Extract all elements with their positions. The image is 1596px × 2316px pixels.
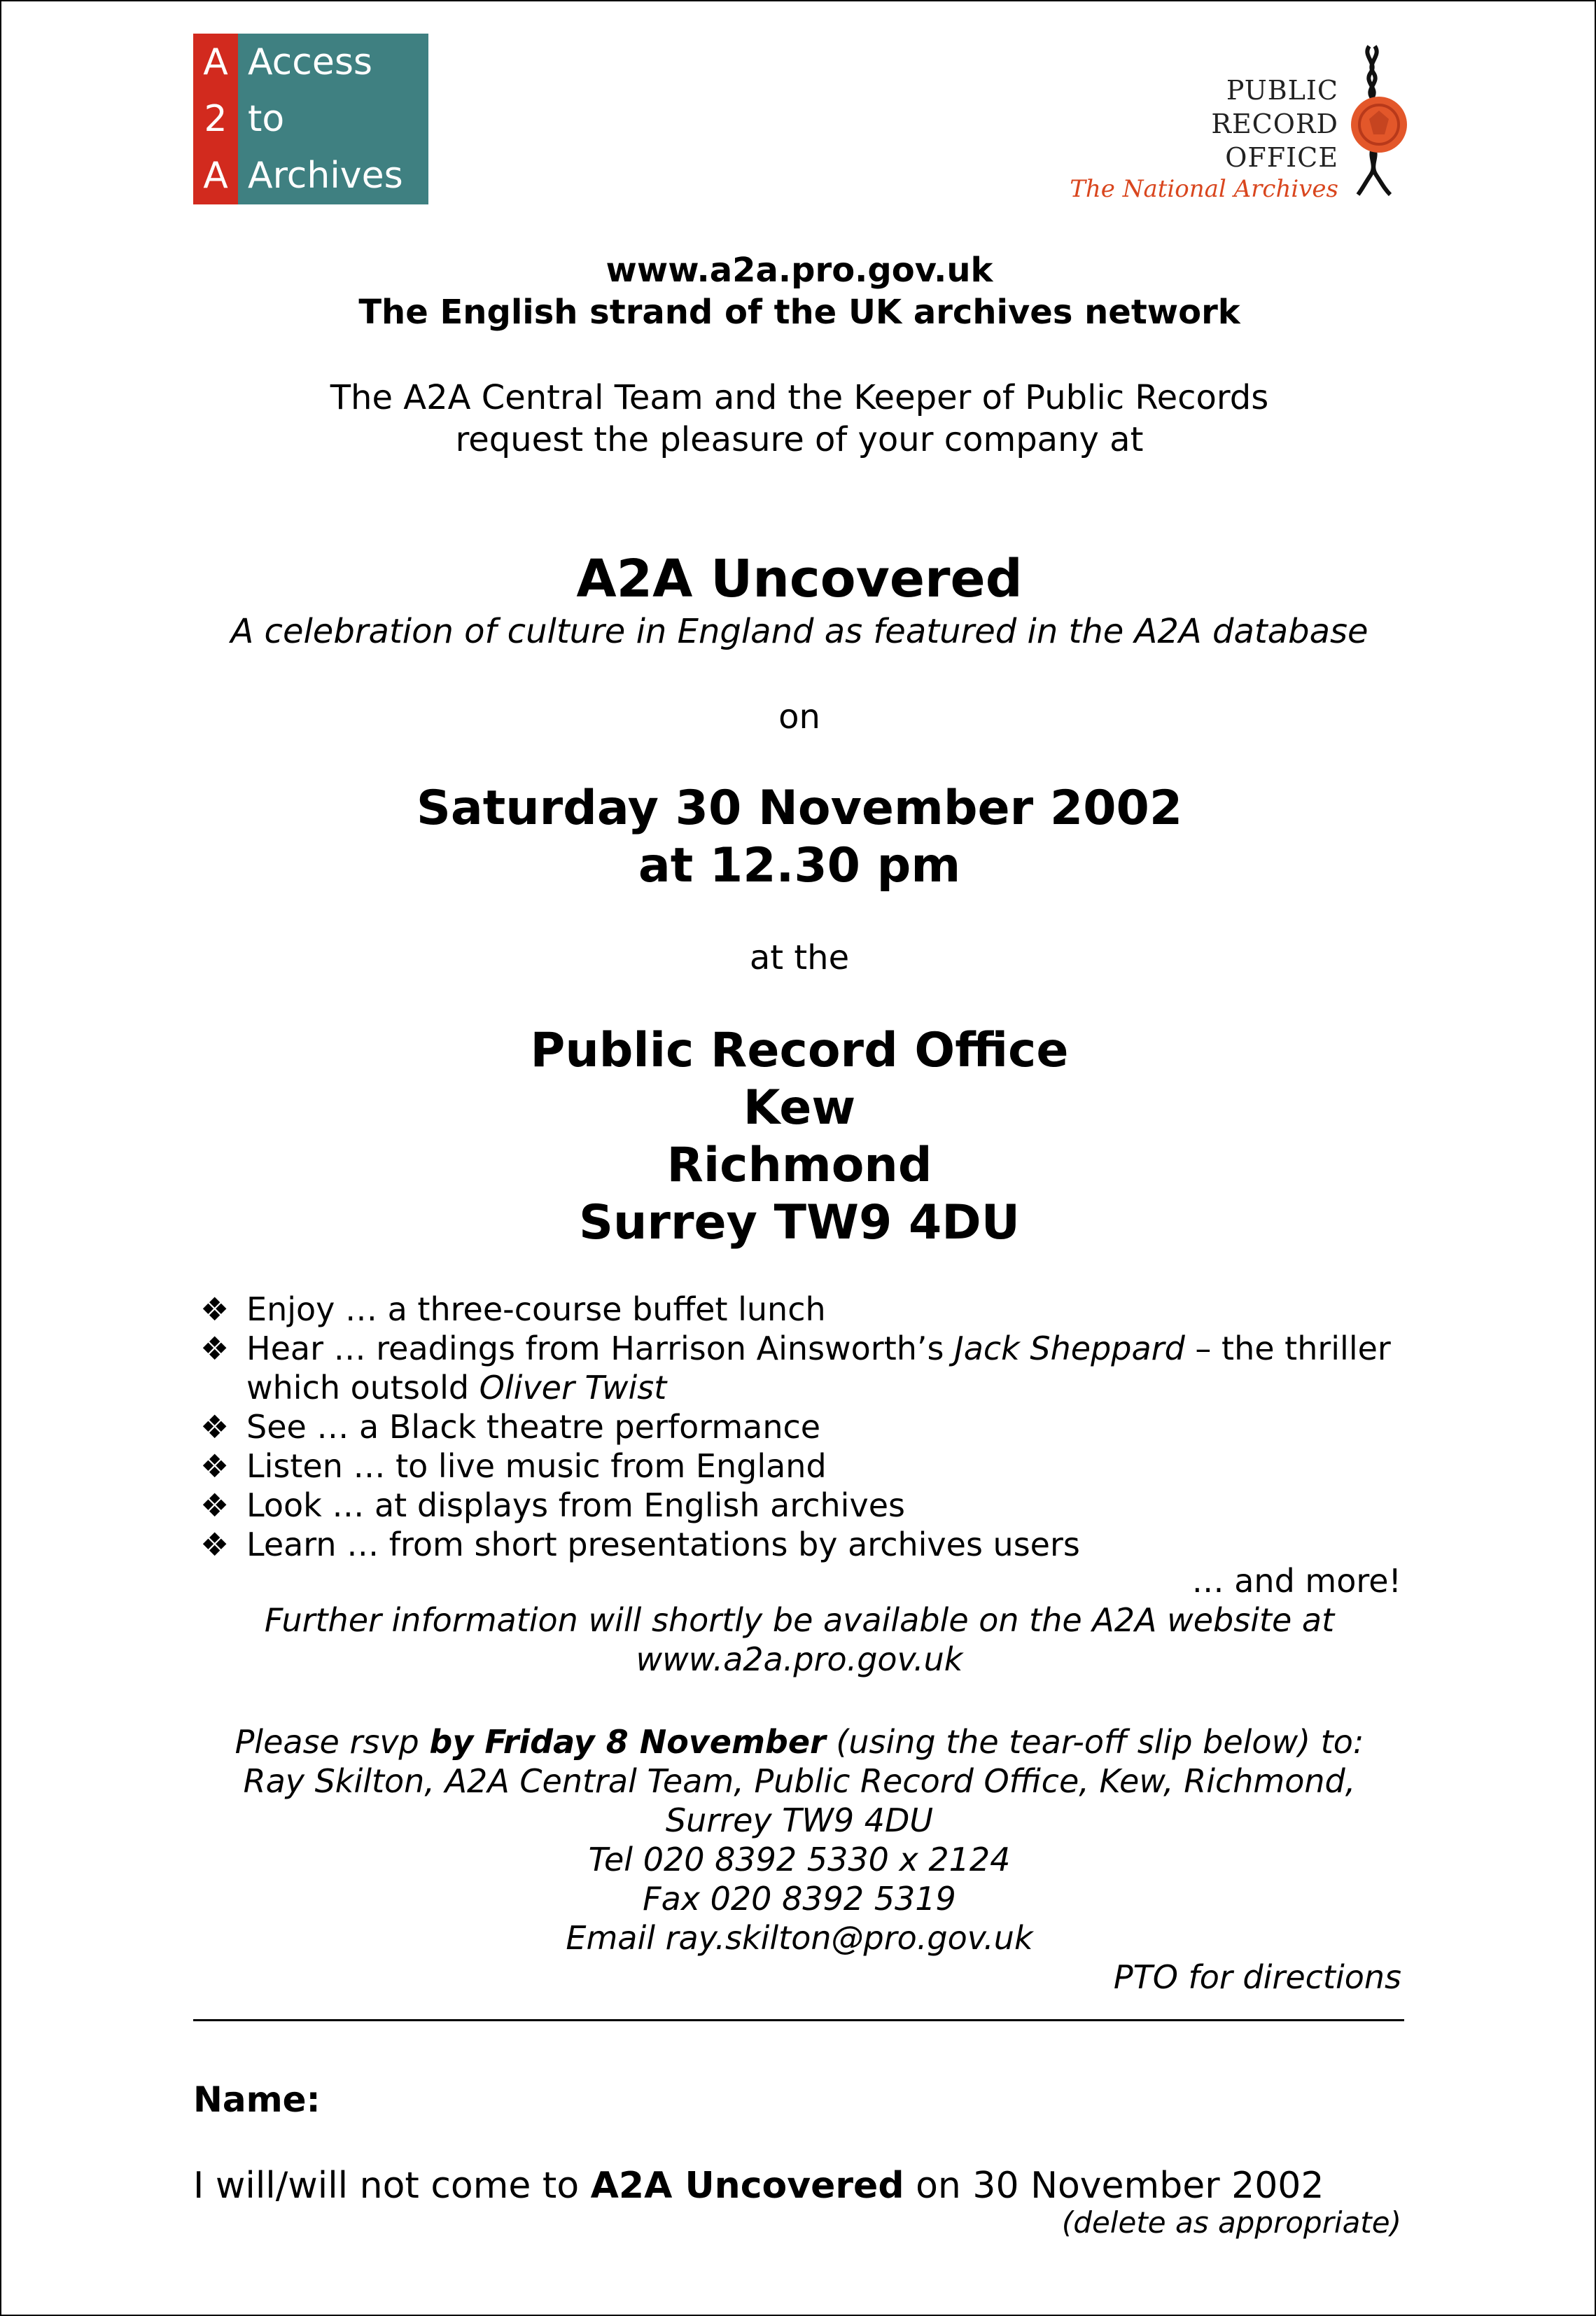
rsvp-address-line-2: Surrey TW9 4DU [665, 1801, 934, 1839]
delete-as-appropriate-note: (delete as appropriate) [1061, 2205, 1401, 2240]
tear-off-divider [193, 2019, 1404, 2021]
pro-logo-text [1211, 74, 1338, 174]
rsvp-deadline: by Friday 8 November [429, 1723, 826, 1761]
venue-line-1: Public Record Office [530, 1023, 1069, 1078]
rsvp-fax: Fax 020 8392 5319 [643, 1880, 956, 1918]
a2a-logo-letter: A [203, 155, 228, 197]
pro-logo-line: OFFICE [1225, 142, 1338, 173]
list-item-text: Listen … to live music from England [246, 1447, 827, 1485]
list-item-text: See … a Black theatre performance [246, 1408, 821, 1446]
a2a-logo-word: Access [248, 41, 373, 83]
venue-line-3: Richmond [666, 1138, 932, 1193]
list-item [193, 1290, 1404, 1329]
a2a-logo-word: Archives [248, 155, 403, 197]
intro-line-1: The A2A Central Team and the Keeper of Public Records [330, 378, 1269, 417]
a2a-logo-teal-column [238, 34, 428, 204]
and-more-text: … and more! [1191, 1562, 1401, 1600]
venue-line-4: Surrey TW9 4DU [579, 1195, 1020, 1250]
name-label: Name: [193, 2079, 321, 2120]
rsvp-email: Email ray.skilton@pro.gov.uk [566, 1919, 1033, 1957]
strapline-heading: The English strand of the UK archives network [358, 293, 1240, 332]
event-time: at 12.30 pm [638, 838, 961, 893]
a2a-logo-red-column [193, 34, 238, 204]
diamond-bullet-icon: ❖ [200, 1526, 230, 1563]
list-item [193, 1486, 1404, 1525]
pro-logo-line: RECORD [1211, 109, 1338, 139]
event-date: Saturday 30 November 2002 [416, 781, 1183, 836]
pto-directions-note: PTO for directions [1113, 1958, 1401, 1996]
book-title-oliver-twist: Oliver Twist [479, 1369, 667, 1407]
list-item-text: Enjoy … a three-course buffet lunch [246, 1290, 826, 1328]
at-the-label: at the [749, 938, 850, 977]
venue-line-2: Kew [743, 1080, 856, 1136]
further-info-line-1: Further information will shortly be available on the A2A website at [264, 1601, 1335, 1639]
event-title: A2A Uncovered [576, 549, 1023, 609]
wax-seal-icon [1341, 42, 1408, 197]
diamond-bullet-icon: ❖ [200, 1486, 230, 1524]
public-record-office-logo [1065, 42, 1408, 206]
pro-logo-line: PUBLIC [1226, 75, 1338, 106]
a2a-logo-letter: A [203, 41, 228, 83]
diamond-bullet-icon: ❖ [200, 1447, 230, 1485]
diamond-bullet-icon: ❖ [200, 1408, 230, 1446]
rsvp-line [1, 1722, 1596, 1762]
list-item-text: – the thriller which outsold [246, 1330, 1391, 1407]
a2a-logo-letter: 2 [204, 97, 227, 140]
list-item-text: Hear … readings from Harrison Ainsworth’s [246, 1330, 955, 1367]
attendance-suffix: on 30 November 2002 [904, 2165, 1324, 2207]
attendance-statement [193, 2165, 1324, 2207]
rsvp-suffix: (using the tear-off slip below) to: [825, 1723, 1364, 1761]
website-url-heading: www.a2a.pro.gov.uk [606, 251, 993, 290]
intro-line-2: request the pleasure of your company at [455, 420, 1144, 459]
diamond-bullet-icon: ❖ [200, 1330, 230, 1367]
a2a-logo [193, 34, 428, 204]
event-subtitle: A celebration of culture in England as featured in the A2A database [230, 612, 1368, 651]
rsvp-prefix: Please rsvp [234, 1723, 430, 1761]
on-label: on [778, 697, 820, 737]
attendance-prefix: I will/will not come to [193, 2165, 591, 2207]
list-item [193, 1407, 1404, 1446]
rsvp-address-line-1: Ray Skilton, A2A Central Team, Public Record Office, Kew, Richmond, [243, 1762, 1356, 1800]
book-title-jack-sheppard: Jack Sheppard [954, 1330, 1185, 1367]
rsvp-telephone: Tel 020 8392 5330 x 2124 [588, 1841, 1011, 1878]
programme-list [193, 1290, 1404, 1564]
attendance-event-name: A2A Uncovered [590, 2165, 904, 2207]
pro-logo-tagline: The National Archives [1070, 175, 1338, 203]
further-info-url: www.a2a.pro.gov.uk [636, 1640, 963, 1678]
list-item-text: Learn … from short presentations by archives users [246, 1526, 1080, 1563]
a2a-logo-word: to [248, 97, 285, 140]
diamond-bullet-icon: ❖ [200, 1290, 230, 1328]
list-item-text: Look … at displays from English archives [246, 1486, 905, 1524]
list-item [193, 1329, 1404, 1407]
list-item [193, 1446, 1404, 1486]
list-item [193, 1525, 1404, 1564]
